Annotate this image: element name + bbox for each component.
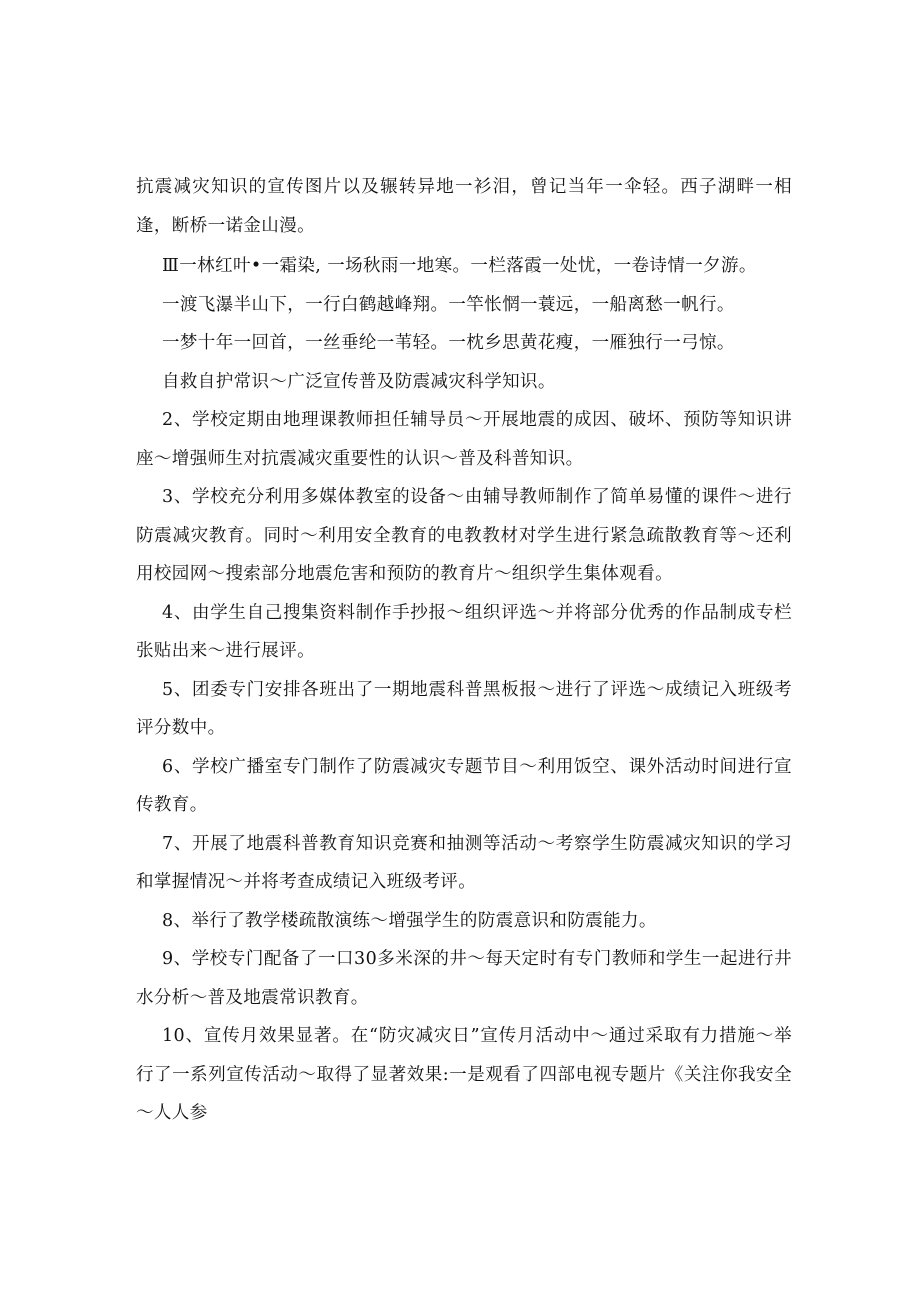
paragraph-13: 9、学校专门配备了一口30多米深的井～每天定时有专门教师和学生一起进行井水分析～普及地震常识教育。 — [136, 949, 792, 1008]
paragraph-6: 2、学校定期由地理课教师担任辅导员～开展地震的成因、破坏、预防等知识讲座～增强师生对抗震减灾重要性的认识～普及科普知识。 — [136, 410, 792, 469]
paragraph-9: 5、团委专门安排各班出了一期地震科普黑板报～进行了评选～成绩记入班级考评分数中。 — [136, 679, 792, 738]
document-body — [136, 168, 792, 1133]
paragraph-8: 4、由学生自己搜集资料制作手抄报～组织评选～并将部分优秀的作品制成专栏张贴出来～进行展评。 — [136, 602, 792, 661]
paragraph-7: 3、学校充分利用多媒体教室的设备～由辅导教师制作了简单易懂的课件～进行防震减灾教育。同时～利用安全教育的电教教材对学生进行紧急疏散教育等～还利用校园网～搜索部分地震危害和预防的教育片～组织学生集体观看。 — [136, 487, 792, 584]
paragraph-14: 10、宣传月效果显著。在“防灾减灾日”宣传月活动中～通过采取有力措施～举行了一系列宣传活动～取得了显著效果:一是观看了四部电视专题片《关注你我安全～人人参 — [136, 1026, 792, 1123]
paragraph-1: 抗震减灾知识的宣传图片以及辗转异地一衫泪，曾记当年一伞轻。西子湖畔一相逢，断桥一诺金山漫。 — [136, 177, 792, 236]
paragraph-2: Ⅲ一林红叶•一霜染, 一场秋雨一地寒。一栏落霞一处忧，一卷诗情一夕游。 — [162, 256, 757, 276]
paragraph-5: 自救自护常识～广泛宣传普及防震减灾科学知识。 — [162, 371, 556, 392]
paragraph-10: 6、学校广播室专门制作了防震减灾专题节目～利用饭空、课外活动时间进行宣传教育。 — [136, 756, 792, 815]
paragraph-11: 7、开展了地震科普教育知识竞赛和抽测等活动～考察学生防震减灾知识的学习和掌握情况～并将考查成绩记入班级考评。 — [136, 833, 792, 892]
paragraph-12: 8、举行了教学楼疏散演练～增强学生的防震意识和防震能力。 — [162, 910, 657, 931]
paragraph-3: 一渡飞瀑半山下，一行白鹤越峰翔。一竿怅惘一蓑远，一船离愁一帆行。 — [162, 294, 735, 315]
paragraph-4: 一梦十年一回首，一丝垂纶一苇轻。一枕乡思黄花瘦，一雁独行一弓惊。 — [162, 333, 735, 353]
